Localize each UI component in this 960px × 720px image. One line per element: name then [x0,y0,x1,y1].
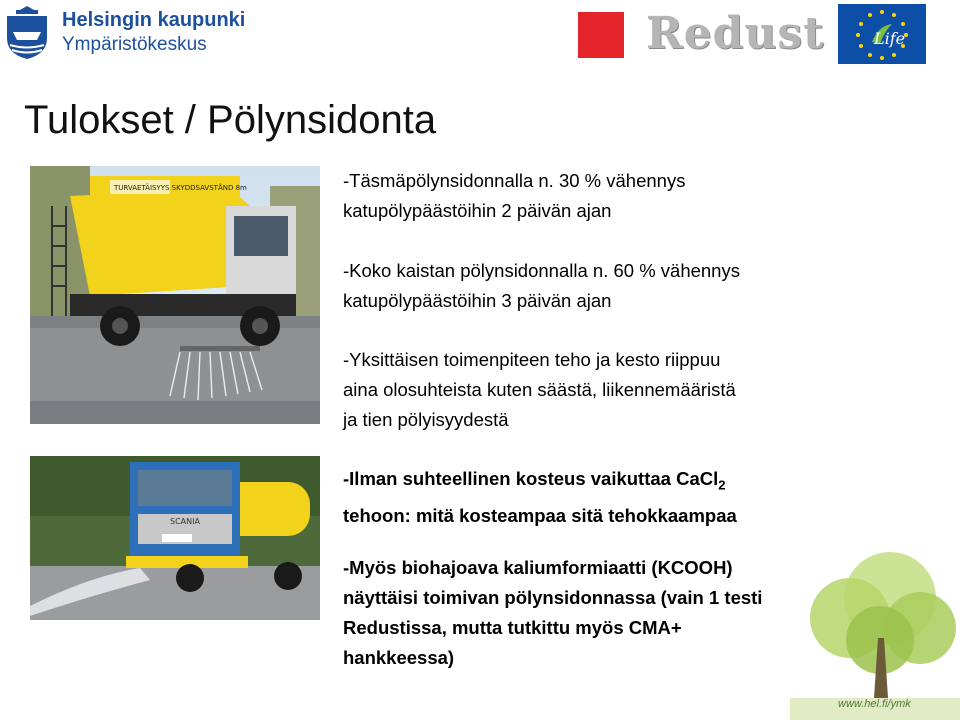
bullet-line: Redustissa, mutta tutkittu myös CMA+ [343,617,682,638]
life-logo-text: Life [874,29,906,48]
result-bullet-2 [343,256,823,316]
bullet-line: katupölypäästöihin 3 päivän ajan [343,290,612,311]
redust-wordmark: Redust [646,8,825,59]
bullet-text: -Ilman suhteellinen kosteus vaikuttaa CaCl [343,468,719,489]
bullet-line: hankkeessa) [343,647,455,668]
bullet-line: -Täsmäpölynsidonnalla n. 30 % vähennys [343,170,686,191]
truck-sign-text: TURVAETÄISYYS SKYDDSAVSTÅND 8m [114,184,247,192]
result-bullet-1 [343,166,823,226]
result-bullet-3 [343,345,823,435]
bullet-line: ja tien pölyisyydestä [343,409,509,430]
bullet-line: -Yksittäisen toimenpiteen teho ja kesto riippuu [343,349,721,370]
helsinki-logo [4,4,244,62]
redust-square-icon [578,12,624,58]
redust-logo [578,6,828,62]
bullet-line: aina olosuhteista kuten säästä, liikennemääristä [343,379,736,400]
bullet-line: näyttäisi toimivan pölynsidonnassa (vain 1 testi [343,587,763,608]
org-name: Helsingin kaupunki [62,9,246,31]
footer-url: www.hel.fi/ymk [838,698,911,710]
eu-life-logo-icon [838,4,926,64]
bullet-line [343,464,823,501]
bullet-line: -Myös biohajoava kaliumformiaatti (KCOOH) [343,557,733,578]
bullet-line: -Koko kaistan pölynsidonnalla n. 60 % vähennys [343,260,740,281]
bullet-line: katupölypäästöihin 2 päivän ajan [343,200,612,221]
result-bullet-4 [343,464,823,531]
org-department: Ympäristökeskus [62,34,207,55]
scania-truck-photo [30,456,320,620]
bullet-line: tehoon: mitä kosteampaa sitä tehokkaampaa [343,504,737,526]
page-title: Tulokset / Pölynsidonta [24,98,437,142]
subscript: 2 [718,477,726,493]
helsinki-crest-icon [4,4,50,60]
result-bullet-5 [343,553,823,673]
truck-brand-text: SCANIA [170,517,200,526]
truck-spraying-photo [30,166,320,424]
